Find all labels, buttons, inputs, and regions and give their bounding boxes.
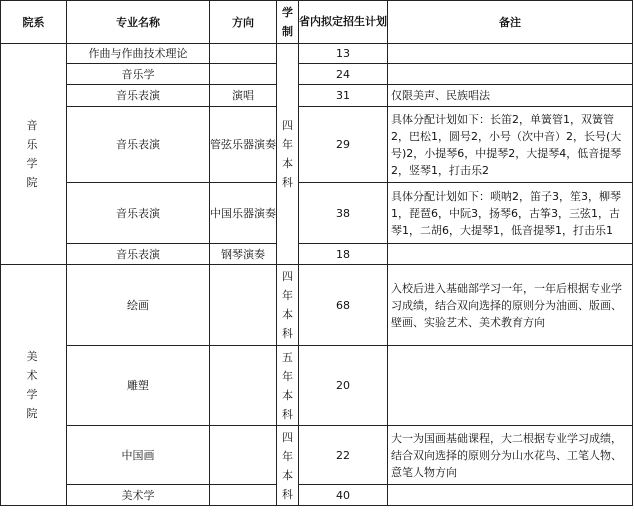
direction-cell: 管弦乐器演奏 [210, 107, 277, 183]
table-row [1, 426, 633, 485]
major-cell: 音乐学 [67, 64, 210, 85]
major-cell: 作曲与作曲技术理论 [67, 44, 210, 64]
direction-cell [210, 426, 277, 485]
direction-cell [210, 346, 277, 426]
direction-cell: 中国乐器演奏 [210, 183, 277, 244]
major-cell: 音乐表演 [67, 244, 210, 265]
quota-cell: 13 [299, 44, 388, 64]
note-cell: 入校后进入基础部学习一年，一年后根据专业学习成绩，结合双向选择的原则分为油画、版画、壁画、实验艺术、美术教育方向 [388, 265, 633, 346]
table-row [1, 44, 633, 64]
quota-cell: 22 [299, 426, 388, 485]
direction-cell [210, 64, 277, 85]
header-college: 院系 [1, 1, 67, 44]
quota-cell: 68 [299, 265, 388, 346]
quota-cell: 29 [299, 107, 388, 183]
college-fineart: 美术学院 [1, 265, 67, 506]
table-row [1, 346, 633, 426]
note-cell: 大一为国画基础课程，大二根据专业学习成绩，结合双向选择的原则分为山水花鸟、工笔人物、意笔人物方向 [388, 426, 633, 485]
quota-cell: 18 [299, 244, 388, 265]
table-row [1, 244, 633, 265]
table-row [1, 85, 633, 107]
note-cell [388, 485, 633, 506]
header-quota: 省内拟定招生计划 [299, 1, 388, 44]
college-music: 音乐学院 [1, 44, 67, 265]
note-cell [388, 346, 633, 426]
duration-cell: 四年本科 [277, 265, 299, 346]
table-row [1, 107, 633, 183]
note-cell [388, 64, 633, 85]
quota-cell: 24 [299, 64, 388, 85]
note-cell: 仅限美声、民族唱法 [388, 85, 633, 107]
table-row [1, 265, 633, 346]
header-duration: 学制 [277, 1, 299, 44]
table-row [1, 64, 633, 85]
header-direction: 方向 [210, 1, 277, 44]
major-cell: 绘画 [67, 265, 210, 346]
note-cell: 具体分配计划如下：长笛2，单簧管1，双簧管2，巴松1，圆号2，小号（次中音）2，长号(大号)2，小提琴6，中提琴2，大提琴4，低音提琴2，竖琴1，打击乐2 [388, 107, 633, 183]
header-major: 专业名称 [67, 1, 210, 44]
duration-music: 四年本科 [277, 44, 299, 265]
note-cell: 具体分配计划如下：唢呐2，笛子3，笙3，柳琴1，琵琶6，中阮3，扬琴6，古筝3，三弦1，古琴1，二胡6，大提琴1，低音提琴1，打击乐1 [388, 183, 633, 244]
major-cell: 雕塑 [67, 346, 210, 426]
major-cell: 音乐表演 [67, 85, 210, 107]
direction-cell [210, 44, 277, 64]
duration-fineart-tail: 四年本科 [277, 426, 299, 506]
major-cell: 音乐表演 [67, 183, 210, 244]
direction-cell: 钢琴演奏 [210, 244, 277, 265]
quota-cell: 31 [299, 85, 388, 107]
major-cell: 美术学 [67, 485, 210, 506]
direction-cell [210, 485, 277, 506]
table-row [1, 183, 633, 244]
note-cell [388, 44, 633, 64]
header-row [1, 1, 633, 44]
quota-cell: 38 [299, 183, 388, 244]
direction-cell [210, 265, 277, 346]
quota-cell: 40 [299, 485, 388, 506]
table-row [1, 485, 633, 506]
header-note: 备注 [388, 1, 633, 44]
major-cell: 中国画 [67, 426, 210, 485]
major-cell: 音乐表演 [67, 107, 210, 183]
duration-cell: 五年本科 [277, 346, 299, 426]
direction-cell: 演唱 [210, 85, 277, 107]
note-cell [388, 244, 633, 265]
quota-cell: 20 [299, 346, 388, 426]
